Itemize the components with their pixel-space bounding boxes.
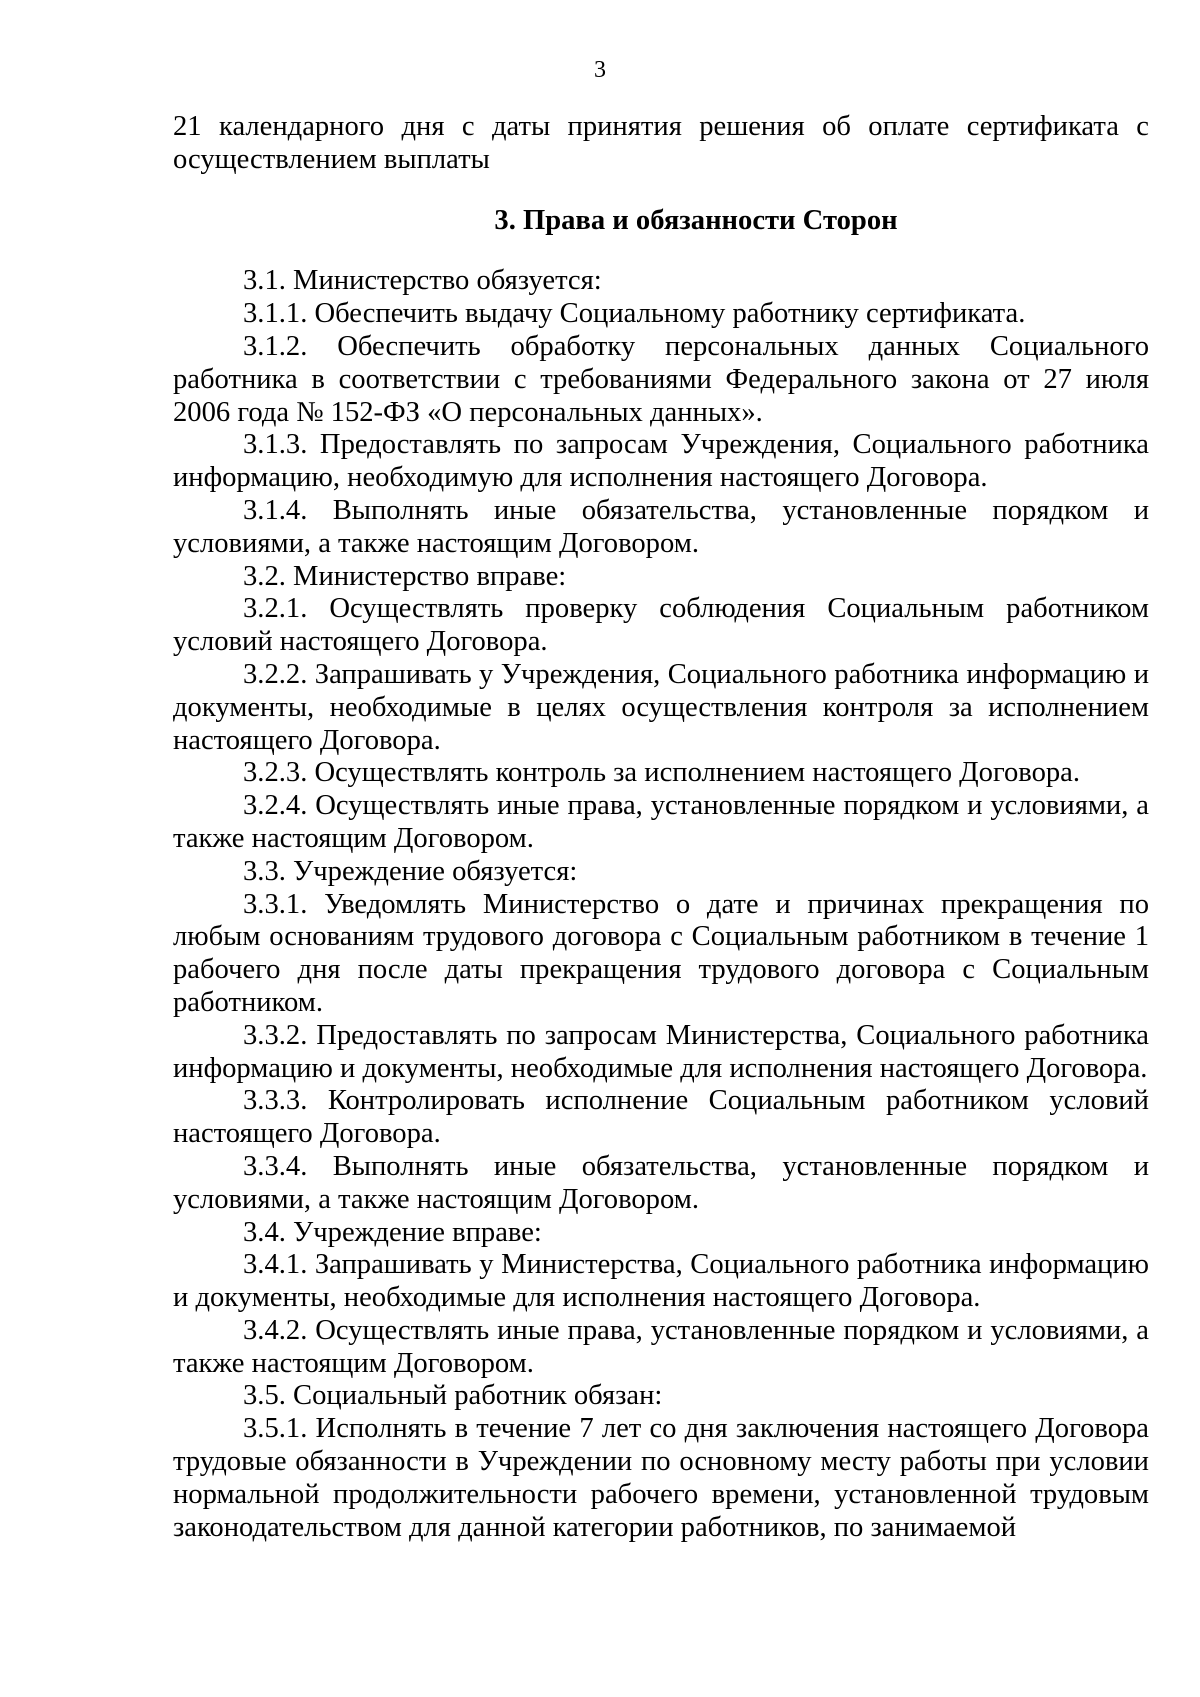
clause-3-2-4: 3.2.4. Осуществлять иные права, установленные порядком и условиями, а также настоящим Договором.	[173, 790, 1149, 854]
clause-3-5: 3.5. Социальный работник обязан:	[243, 1380, 663, 1412]
page-number: 3	[594, 57, 606, 83]
clause-3-3-2: 3.3.2. Предоставлять по запросам Министерства, Социального работника информацию и документы, необходимые для исполнения настоящего Договора.	[173, 1019, 1149, 1084]
clause-3-1-3: 3.1.3. Предоставлять по запросам Учреждения, Социального работника информацию, необходимую для исполнения настоящего Договора.	[173, 429, 1149, 494]
clause-3-1: 3.1. Министерство обязуется:	[243, 265, 602, 297]
section-title: 3. Права и обязанности Сторон	[494, 204, 898, 236]
clause-3-1-1: 3.1.1. Обеспечить выдачу Социальному работнику сертификата.	[243, 298, 1026, 330]
clause-3-5-1: 3.5.1. Исполнять в течение 7 лет со дня заключения настоящего Договора трудовые обязанности в Учреждении по основному месту работы при условии нормальной продолжительности рабочего времени, установленной трудовым законодательством для данной категории работников, по занимаемой	[173, 1413, 1149, 1543]
clause-3-1-4: 3.1.4. Выполнять иные обязательства, установленные порядком и условиями, а также настоящим Договором.	[173, 494, 1149, 559]
clause-3-4-2: 3.4.2. Осуществлять иные права, установленные порядком и условиями, а также настоящим Договором.	[173, 1314, 1149, 1379]
clause-3-3-3: 3.3.3. Контролировать исполнение Социальным работником условий настоящего Договора.	[173, 1085, 1149, 1150]
clause-3-3-4: 3.3.4. Выполнять иные обязательства, установленные порядком и условиями, а также настоящим Договором.	[173, 1150, 1149, 1215]
clause-3-2-1: 3.2.1. Осуществлять проверку соблюдения Социальным работником условий настоящего Договора.	[173, 593, 1149, 658]
clause-3-2-3: 3.2.3. Осуществлять контроль за исполнением настоящего Договора.	[243, 757, 1081, 789]
clause-3-1-2: 3.1.2. Обеспечить обработку персональных данных Социального работника в соответствии с требованиями Федерального закона от 27 июля 2006 года № 152-ФЗ «О персональных данных».	[173, 330, 1149, 428]
clause-3-2-2: 3.2.2. Запрашивать у Учреждения, Социального работника информацию и документы, необходимые в целях осуществления контроля за исполнением настоящего Договора.	[173, 658, 1149, 756]
document-body	[173, 111, 1149, 1544]
clause-3-2: 3.2. Министерство вправе:	[243, 560, 567, 592]
clause-3-4: 3.4. Учреждение вправе:	[243, 1216, 542, 1248]
clause-3-3-1: 3.3.1. Уведомлять Министерство о дате и причинах прекращения по любым основаниям трудового договора с Социальным работником в течение 1 рабочего дня после даты прекращения трудового договора с Социальным работником.	[173, 888, 1149, 1018]
intro-paragraph: 21 календарного дня с даты принятия решения об оплате сертификата с осуществлением выплаты	[173, 111, 1149, 175]
clause-3-4-1: 3.4.1. Запрашивать у Министерства, Социального работника информацию и документы, необходимые для исполнения настоящего Договора.	[173, 1249, 1149, 1314]
clause-3-3: 3.3. Учреждение обязуется:	[243, 855, 578, 887]
